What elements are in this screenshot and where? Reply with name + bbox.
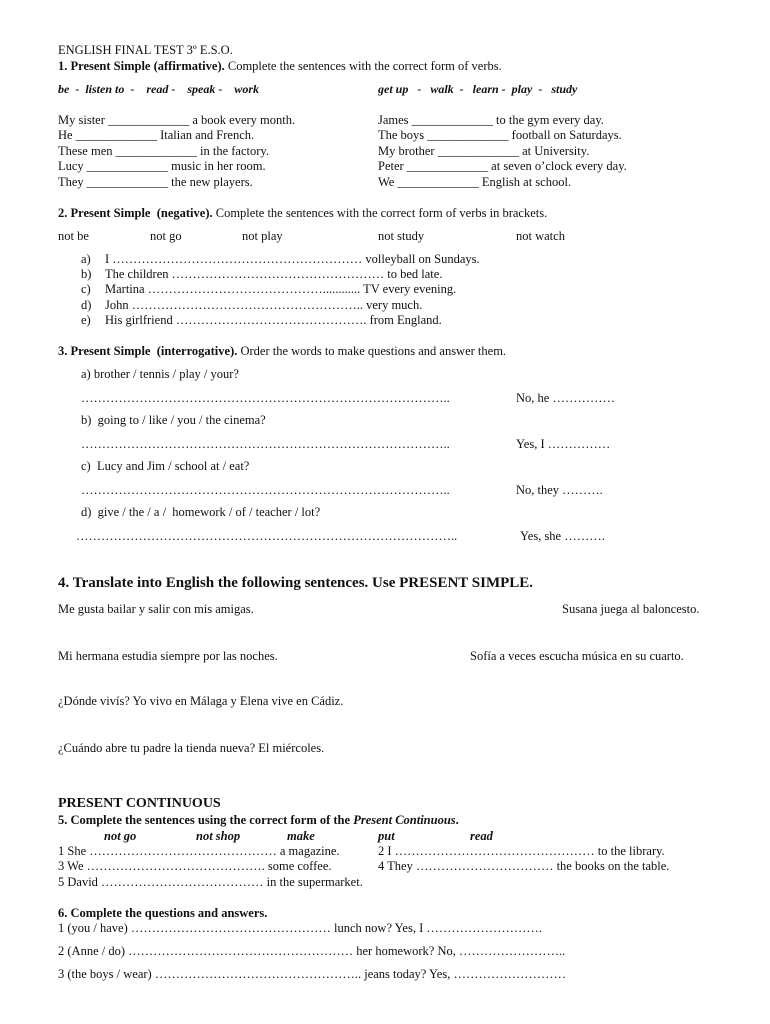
section-1-heading-line <box>58 59 502 74</box>
s2-item-letter: b) <box>81 267 92 281</box>
s2-item-letter: d) <box>81 298 92 312</box>
s2-item-letter: e) <box>81 313 91 327</box>
section-2-heading: 2. Present Simple (negative). <box>58 206 213 220</box>
s2-item-text: I …………………………………………………… volleyball on Sundays. <box>105 252 480 266</box>
s3-short-answer: Yes, she ………. <box>520 529 605 543</box>
section-1-instruction: Complete the sentences with the correct form of verbs. <box>224 59 502 73</box>
s5-sentence: 3 We ……………………………………. some coffee. <box>58 859 332 873</box>
present-continuous-heading: PRESENT CONTINUOUS <box>58 796 221 811</box>
s6-item: 1 (you / have) ………………………………………… lunch now? Yes, I ………………………. <box>58 921 543 935</box>
section-5-heading-post: . <box>455 813 459 827</box>
s2-verb: not study <box>378 229 425 243</box>
s2-verb: not watch <box>516 229 565 243</box>
section-3-instruction: Order the words to make questions and answer them. <box>237 344 507 358</box>
s6-item: 3 (the boys / wear) ………………………………………….. jeans today? Yes, ……………………… <box>58 967 566 981</box>
s3-answer-line: …………………………………………………………………………….. <box>81 391 450 405</box>
section-1-heading: 1. Present Simple (affirmative). <box>58 59 225 73</box>
s2-verb: not play <box>242 229 283 243</box>
s1-right-sentence: We _____________ English at school. <box>378 175 572 189</box>
s1-right-sentence: Peter _____________ at seven o’clock every day. <box>378 159 627 173</box>
section-3-heading: 3. Present Simple (interrogative). <box>58 344 238 358</box>
s5-verb: read <box>470 829 493 843</box>
s3-prompt: d) give / the / a / homework / of / teacher / lot? <box>81 505 321 519</box>
s1-right-sentence: The boys _____________ football on Saturdays. <box>378 128 622 142</box>
s3-answer-line: ……………………………………………………………………………….. <box>76 529 458 543</box>
s4-sentence: Sofía a veces escucha música en su cuarto. <box>470 649 684 663</box>
s5-verb: not go <box>104 829 137 843</box>
section-5-heading-em: Present Continuous <box>353 813 456 827</box>
s3-prompt: c) Lucy and Jim / school at / eat? <box>81 459 250 473</box>
s5-verb: put <box>378 829 395 843</box>
section-3-heading-line <box>58 344 506 359</box>
section-5-heading <box>58 813 459 828</box>
s4-sentence: Me gusta bailar y salir con mis amigas. <box>58 602 254 616</box>
s1-left-sentence: These men _____________ in the factory. <box>58 144 269 158</box>
s3-prompt: b) going to / like / you / the cinema? <box>81 413 266 427</box>
s5-sentence: 2 I ………………………………………… to the library. <box>378 844 665 858</box>
s5-verb: not shop <box>196 829 241 843</box>
s5-sentence: 4 They …………………………… the books on the table. <box>378 859 670 873</box>
s2-verb: not be <box>58 229 89 243</box>
s4-sentence: ¿Dónde vivís? Yo vivo en Málaga y Elena vive en Cádiz. <box>58 694 344 708</box>
section-2-heading-line <box>58 206 547 221</box>
s2-item-text: Martina ……………………………………............ TV every evening. <box>105 282 457 296</box>
section-1-verbs-left: be - listen to - read - speak - work <box>58 82 259 96</box>
s5-sentence: 5 David ………………………………… in the supermarket. <box>58 875 363 889</box>
s6-item: 2 (Anne / do) ……………………………………………… her homework? No, …………………….. <box>58 944 566 958</box>
s4-sentence: Mi hermana estudia siempre por las noches. <box>58 649 278 663</box>
s5-sentence: 1 She ……………………………………… a magazine. <box>58 844 340 858</box>
s4-sentence: Susana juega al baloncesto. <box>562 602 700 616</box>
section-6-heading: 6. Complete the questions and answers. <box>58 906 268 920</box>
s2-verb: not go <box>150 229 182 243</box>
s2-item-letter: a) <box>81 252 91 266</box>
s1-left-sentence: My sister _____________ a book every month. <box>58 113 296 127</box>
s2-item-text: His girlfriend ………………………………………. from England. <box>105 313 442 327</box>
s3-short-answer: No, they ………. <box>516 483 603 497</box>
s3-prompt: a) brother / tennis / play / your? <box>81 367 239 381</box>
test-title: ENGLISH FINAL TEST 3º E.S.O. <box>58 43 233 57</box>
s1-left-sentence: He _____________ Italian and French. <box>58 128 255 142</box>
s1-left-sentence: Lucy _____________ music in her room. <box>58 159 266 173</box>
s1-right-sentence: James _____________ to the gym every day. <box>378 113 604 127</box>
s2-item-text: The children …………………………………………… to bed late. <box>105 267 443 281</box>
s1-right-sentence: My brother _____________ at University. <box>378 144 590 158</box>
s3-short-answer: No, he …………… <box>516 391 615 405</box>
s2-item-letter: c) <box>81 282 91 296</box>
s5-verb: make <box>287 829 315 843</box>
s1-left-sentence: They _____________ the new players. <box>58 175 253 189</box>
s4-sentence: ¿Cuándo abre tu padre la tienda nueva? El miércoles. <box>58 741 325 755</box>
section-4-heading: 4. Translate into English the following sentences. Use PRESENT SIMPLE. <box>58 575 534 591</box>
section-2-instruction: Complete the sentences with the correct form of verbs in brackets. <box>212 206 548 220</box>
section-5-heading-pre: 5. Complete the sentences using the correct form of the <box>58 813 354 827</box>
s3-answer-line: …………………………………………………………………………….. <box>81 483 450 497</box>
s3-short-answer: Yes, I …………… <box>516 437 611 451</box>
s2-item-text: John ……………………………………………….. very much. <box>105 298 423 312</box>
s3-answer-line: …………………………………………………………………………….. <box>81 437 450 451</box>
section-1-verbs-right: get up - walk - learn - play - study <box>378 82 578 96</box>
